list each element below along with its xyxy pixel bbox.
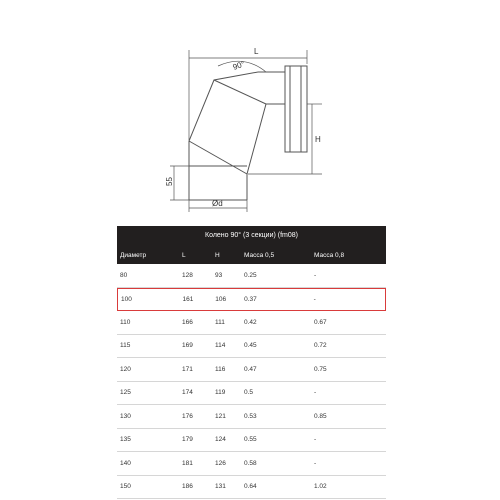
cell-l: 169 (182, 342, 193, 350)
cell-h: 126 (215, 459, 226, 467)
angle-label: 90° (231, 59, 247, 72)
cell-mass-08: 0.75 (314, 365, 327, 373)
cell-mass-08: - (314, 271, 317, 279)
elbow-outline (189, 72, 285, 200)
elbow-drawing (0, 0, 500, 218)
elbow-socket (285, 66, 307, 152)
table-body (117, 264, 386, 499)
dimension-h-label: H (315, 135, 321, 144)
cell-l: 174 (182, 389, 193, 397)
dimension-55-label: 55 (165, 177, 174, 186)
cell-diameter: 150 (120, 483, 131, 491)
dimension-l-label: L (254, 47, 259, 56)
cell-mass-08: - (314, 436, 317, 444)
cell-mass-05: 0.42 (244, 318, 257, 326)
cell-l: 128 (182, 271, 193, 279)
cell-l: 161 (182, 295, 194, 303)
spec-table (117, 226, 386, 499)
cell-diameter: 135 (120, 436, 131, 444)
header-h: H (215, 251, 220, 259)
cell-h: 119 (215, 389, 226, 397)
cell-l: 179 (182, 436, 193, 444)
table-row (117, 358, 386, 382)
cell-mass-08: 0.85 (314, 412, 327, 420)
header-mass-05: Масса 0,5 (244, 251, 275, 259)
cell-mass-08: 0.72 (314, 342, 327, 350)
cell-diameter: 80 (120, 271, 128, 279)
cell-l: 171 (182, 365, 193, 373)
cell-mass-05: 0.5 (244, 389, 254, 397)
table-row (117, 476, 386, 500)
cell-l: 166 (182, 318, 193, 326)
cell-h: 116 (215, 365, 226, 373)
cell-mass-08: - (314, 459, 317, 467)
cell-mass-08: - (314, 389, 317, 397)
cell-mass-08: 1.02 (314, 483, 327, 491)
cell-h: 131 (215, 483, 226, 491)
cell-l: 186 (182, 483, 193, 491)
table-header-row (117, 246, 386, 264)
dimension-d-label: Ød (212, 199, 223, 208)
table-row (117, 311, 386, 335)
table-row (117, 264, 386, 288)
cell-l: 176 (182, 412, 193, 420)
cell-diameter: 125 (120, 389, 131, 397)
cell-h: 124 (215, 436, 226, 444)
table-row (117, 429, 386, 453)
cell-diameter: 115 (120, 342, 131, 350)
cell-l: 181 (182, 459, 193, 467)
cell-h: 106 (215, 295, 227, 303)
cell-mass-05: 0.53 (244, 412, 257, 420)
cell-mass-05: 0.58 (244, 459, 257, 467)
table-row (117, 452, 386, 476)
cell-mass-05: 0.55 (244, 436, 257, 444)
table-row (117, 382, 386, 406)
table-row (117, 288, 386, 312)
cell-h: 114 (215, 342, 226, 350)
header-l: L (182, 251, 186, 259)
cell-mass-05: 0.47 (244, 365, 257, 373)
cell-mass-05: 0.45 (244, 342, 257, 350)
cell-mass-08: - (313, 295, 316, 303)
header-mass-08: Масса 0,8 (314, 251, 345, 259)
cell-h: 93 (215, 271, 223, 279)
table-title: Колено 90° (3 секции) (fm08) (117, 226, 386, 246)
cell-diameter: 120 (120, 365, 131, 373)
cell-diameter: 110 (120, 318, 131, 326)
cell-h: 121 (215, 412, 226, 420)
cell-mass-05: 0.37 (244, 295, 257, 303)
cell-diameter: 130 (120, 412, 131, 420)
cell-mass-05: 0.25 (244, 271, 257, 279)
cell-h: 111 (215, 318, 225, 326)
table-row (117, 335, 386, 359)
cell-diameter: 140 (120, 459, 131, 467)
cell-mass-05: 0.64 (244, 483, 257, 491)
header-diameter: Диаметр (120, 251, 147, 259)
dimension-l (189, 50, 307, 140)
elbow-drawing-svg (0, 0, 500, 218)
table-row (117, 405, 386, 429)
cell-mass-08: 0.67 (314, 318, 327, 326)
cell-diameter: 100 (121, 295, 132, 303)
